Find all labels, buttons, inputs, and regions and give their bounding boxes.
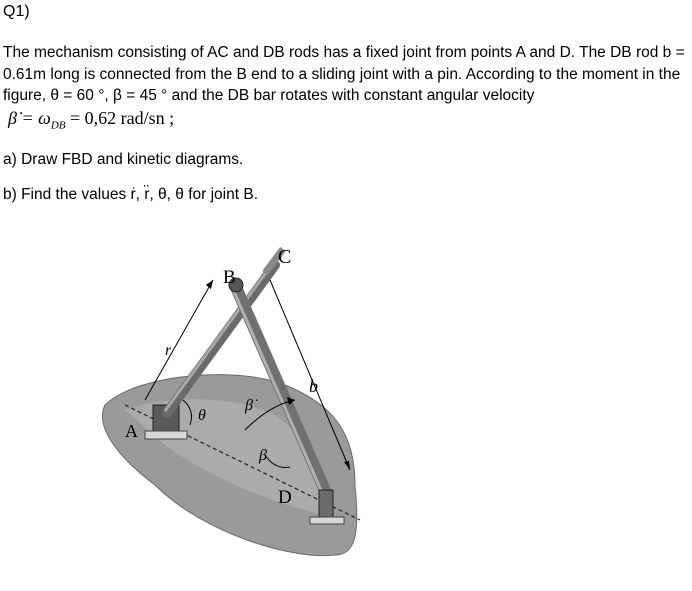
question-number: Q1) [3,3,30,20]
label-d: D [278,487,292,508]
label-b: B [223,267,236,288]
support-d-base [310,517,344,524]
dimension-r-arrow [206,280,213,289]
equation-subscript: DB [50,119,66,132]
mechanism-figure [95,235,395,580]
label-beta: β [259,447,267,464]
label-beta-dot: β̇ [245,397,253,414]
angular-velocity-equation [8,108,174,132]
label-b-length: b [309,376,318,396]
support-a-base [145,431,187,439]
label-c: C [278,246,292,268]
label-a: A [125,421,138,441]
support-d [319,490,333,520]
part-b: b) Find the values ṙ, r̈, θ, θ for joint B. [3,186,259,203]
equation-rhs: = 0,62 rad/sn ; [65,108,175,128]
part-a: a) Draw FBD and kinetic diagrams. [3,151,244,168]
equation-lhs: β̇ = ω [8,108,51,128]
label-theta: θ [198,407,206,424]
problem-statement: The mechanism consisting of AC and DB rods has a fixed joint from points A and D. The DB rod b = 0.61m long is connected from the B end to a sliding joint with a pin. According to the moment in the figure, θ = 60 °, β = 45 ° and the DB bar rotates with constant angular velocity [3,44,685,104]
label-r: r [165,342,172,359]
